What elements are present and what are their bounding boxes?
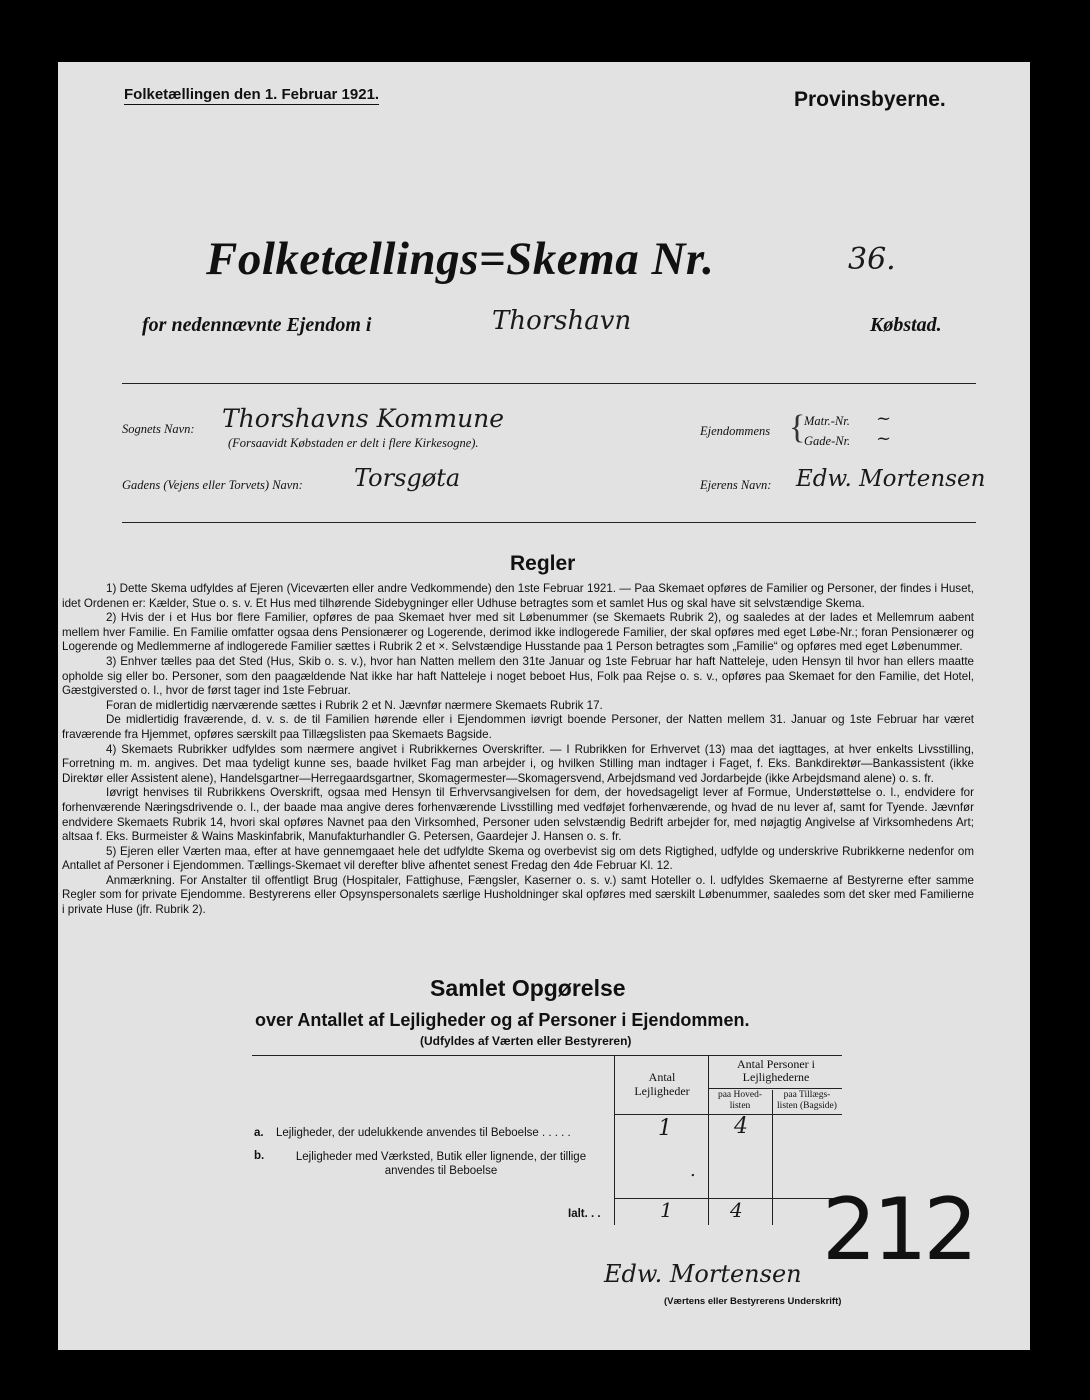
street-label: Gadens (Vejens eller Torvets) Navn:: [122, 478, 303, 492]
table-col-line: [772, 1090, 773, 1225]
row-a-marker: a.: [254, 1127, 264, 1139]
matr-value: ~: [876, 408, 892, 429]
rule-paragraph: 1) Dette Skema udfyldes af Ejeren (Viceværten eller andre Vedkommende) den 1ste Februar 1921. — Paa Skemaet opføres de Familier og Personer, der findes i Huset, idet Ordenen er: Kælder, Stue o. s. v. Et Hus med tilhørende Sidebygninger eller Udhuse betragtes som et samlet Hus og skal have sit selvstændige Skema.: [62, 582, 974, 610]
form-number: 36.: [848, 242, 896, 277]
street-value: Torsgøta: [354, 464, 461, 492]
owner-value: Edw. Mortensen: [796, 466, 986, 492]
gade-value: ~: [876, 428, 892, 449]
row-a-apartments: 1: [658, 1116, 672, 1141]
owner-signature: Edw. Mortensen: [604, 1260, 802, 1288]
parish-label: Sognets Navn:: [122, 422, 195, 436]
rule-paragraph: De midlertidig fraværende, d. v. s. de til Familien hørende eller i Ejendommen iøvrigt boende Personer, der Natten mellem 31. Januar og 1ste Februar har været fraværende fra Hjemmet, opføres særskilt paa Tillægslisten paa Skemaets Bagside.: [62, 713, 974, 741]
big-handwritten-number: 212: [822, 1180, 975, 1280]
signature-caption: (Værtens eller Bestyrerens Underskrift): [664, 1296, 842, 1307]
gade-label: Gade-Nr.: [804, 434, 851, 448]
fields-divider: [122, 522, 976, 523]
table-col-line: [614, 1055, 615, 1225]
col-persons-header: Antal Personer i Lejlighederne: [737, 1057, 815, 1084]
rule-paragraph: Iøvrigt henvises til Rubrikkens Overskrift, ogsaa med Hensyn til Erhvervsangivelsen for dem, der hovedsageligt lever af Formue, Understøttelse o. l., endvidere for forhenværende Næringsdrivende o. l., der baade maa angive deres forhenværende Livsstilling med vedføjet forhenværende, og hvad de nu lever af, samt for Tyende. Jævnfør endvidere Skemaets Rubrik 14, hvori skal opføres Navnet paa den Virksomhed, Personer uden selvstændig Bedrift arbejder for, med nøjagtig Angivelse af Virksomhedens Art; altsaa f. Eks. Burmeister & Wains Maskinfabrik, Manufakturhandler G. Petersen, Gaardejer J. Hansen o. s. fr.: [62, 786, 974, 844]
table-top-line: [252, 1055, 842, 1056]
rules-text: [62, 582, 974, 918]
rule-paragraph: 2) Hvis der i et Hus bor flere Familier, opføres de paa Skemaet hver med sit Løbenummer (se Skemaets Rubrik 2), og saaledes at der lades et Mellemrum aabent mellem hver Familie. En Familie omfatter ogsaa dens Pensionærer og Logerende, derimod ikke indlogerede Familier, der skal opføres med eget Løbe-Nr.; foran Pensionærer og Logerende og Medlemmerne af indlogerede Familier sættes i Rubrik 2 et ×. Selvstændige Husstande paa 1 Person betragtes som „Familie“ og opføres med eget Løbenummer.: [62, 611, 974, 654]
row-b-apartments: .: [690, 1160, 696, 1181]
parish-note: (Forsaavidt Købstaden er delt i flere Kirkesogne).: [228, 436, 479, 450]
subtitle-prefix: for nedennævnte Ejendom i: [142, 314, 372, 336]
property-label: Ejendommens: [700, 424, 771, 438]
row-a-main: 4: [734, 1114, 748, 1139]
rule-paragraph: 3) Enhver tælles paa det Sted (Hus, Skib o. s. v.), hvor han Natten mellem den 31te Januar og 1ste Februar har haft Natteleje, uden Hensyn til hvor han ellers maatte opholde sig eller bo. Personer, som den paagældende Nat ikke har haft Natteleje i noget beboet Hus, Folk paa Rejse o. s. v., opføres paa Skemaet for den Familie, det Hotel, Gæstgiversted o. l., hvor de først tager ind 1ste Februar.: [62, 654, 974, 698]
rule-paragraph: 5) Ejeren eller Værten maa, efter at have gennemgaaet hele det udfyldte Skema og overbevist sig om dets Rigtighed, udfylde og underskrive Rubrikkerne nedenfor om Antallet af Personer i Ejendommen. Tællings-Skemaet vil derefter blive afhentet senest Fredag den 4de Februar Kl. 12.: [62, 844, 974, 873]
rule-paragraph: Anmærkning. For Anstalter til offentligt Brug (Hospitaler, Fattighuse, Fængsler, Kaserner o. s. v.) samt Hoteller o. l. udfyldes Skemaerne af Bestyrerne efter samme Regler som for private Ejendomme. Bestyrerens eller Opsynspersonalets særlige Husholdninger skal opføres med særskilt Løbenummer, saaledes som det sker med Familierne i private Huse (jfr. Rubrik 2).: [62, 873, 974, 917]
rule-paragraph: Foran de midlertidig nærværende sættes i Rubrik 2 et N. Jævnfør nærmere Skemaets Rubrik 17.: [106, 698, 603, 712]
region-label: Provinsbyerne.: [794, 88, 946, 111]
table-total-line: [614, 1198, 842, 1199]
summary-heading: Samlet Opgørelse: [430, 975, 626, 1001]
col-main-list-header: paa Hoved-listen: [717, 1090, 763, 1111]
table-header-line: [614, 1114, 842, 1115]
table-subheader-line: [708, 1088, 842, 1089]
form-title: Folketællings=Skema Nr.: [206, 233, 715, 285]
total-label: Ialt. . .: [568, 1208, 601, 1220]
row-b-marker: b.: [254, 1150, 265, 1162]
total-apartments: 1: [660, 1198, 673, 1222]
header-divider: [122, 383, 976, 384]
census-date-label: Folketællingen den 1. Februar 1921.: [124, 86, 380, 103]
subtitle-suffix: Købstad.: [870, 314, 942, 336]
row-b-label: Lejligheder med Værksted, Butik eller lignende, der tillige anvendes til Beboelse: [295, 1151, 587, 1177]
col-apartments-header: Antal Lejligheder: [634, 1070, 690, 1098]
row-a-label: Lejligheder, der udelukkende anvendes til Beboelse . . . . .: [276, 1127, 571, 1139]
owner-label: Ejerens Navn:: [700, 478, 772, 492]
town-name: Thorshavn: [492, 306, 632, 336]
property-brace: {: [789, 409, 806, 446]
summary-note: (Udfyldes af Værten eller Bestyreren): [420, 1034, 632, 1048]
table-col-line: [708, 1055, 709, 1225]
parish-value: Thorshavns Kommune: [222, 404, 505, 433]
summary-subheading: over Antallet af Lejligheder og af Personer i Ejendommen.: [255, 1010, 750, 1030]
total-main: 4: [730, 1198, 743, 1222]
rule-paragraph: 4) Skemaets Rubrikker udfyldes som nærmere angivet i Rubrikkernes Overskrifter. — I Rubrikken for Erhvervet (13) maa det iagttages, at hver enkelts Livsstilling, Forretning m. m. angives. Det maa tydeligt kunne ses, baade hvilket Fag man arbejder i, og hvilken Stilling man indtager i Faget, f. Eks. Bankdirektør—Bankassistent (ikke Direktør eller Assistent alene), Handelsgartner—Herregaardsgartner, Skomagermester—Skomagersvend, Arbejdsmand ved Jordarbejde (ikke Arbejdsmand alene) o. s. fr.: [62, 742, 974, 785]
rules-heading: Regler: [510, 552, 576, 575]
col-supplement-header: paa Tillægs-listen (Bagside): [777, 1090, 837, 1111]
matr-label: Matr.-Nr.: [804, 414, 850, 428]
